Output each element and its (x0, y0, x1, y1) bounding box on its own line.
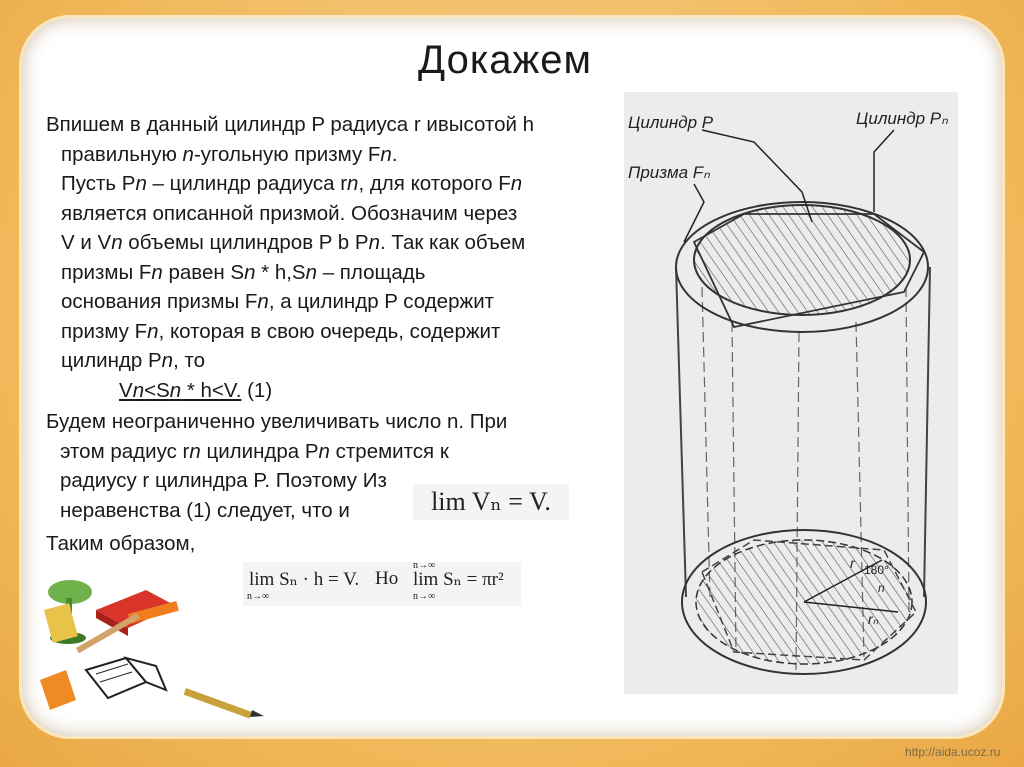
pencil-icon (184, 688, 252, 719)
formula-lim-sn-h: lim Sₙ · h = V. (249, 569, 360, 590)
paragraph-1-run: n (244, 260, 256, 284)
paragraph-1-run: , то (173, 349, 206, 372)
inequality-1-run: * h<V. (181, 378, 242, 402)
paragraph-1-run: . Пусть P (61, 142, 398, 195)
note-icon (44, 603, 78, 643)
paragraph-1-run: n (161, 349, 174, 372)
paragraph-1-run: n (347, 172, 359, 195)
paragraph-1-run: n (147, 319, 159, 343)
paragraph-1-run: равен S (162, 260, 245, 284)
label-angle-n: n (878, 581, 885, 595)
label-cyl-p: Цилиндр P (628, 113, 714, 132)
paragraph-1-run: , для которого F (358, 172, 511, 195)
paragraph-1-run: n (135, 172, 147, 195)
paragraph-1-run: объемы цилиндров P b P (122, 231, 369, 254)
formula-lim-sn (243, 562, 521, 606)
leader-cyl-pn (874, 130, 894, 212)
paragraph-1-run: * h,S (255, 260, 306, 284)
slide-title: Докажем (418, 38, 592, 82)
prism-edge-1 (702, 287, 710, 597)
cylinder-right-edge (924, 267, 930, 597)
paragraph-2-run: n (318, 439, 330, 463)
paragraph-1-run: n (111, 231, 123, 254)
paragraph-1-run: n (182, 142, 194, 166)
paragraph-3: Таким образом, (46, 532, 196, 555)
inequality-1 (119, 376, 586, 406)
label-cyl-pn: Цилиндр Pₙ (856, 109, 948, 128)
inequality-1-run: (1) (241, 378, 273, 402)
formula-lim-vn (413, 484, 569, 520)
word-ho: Но (375, 568, 399, 589)
inequality-1-run: n (169, 378, 182, 402)
paragraph-1-run: n (510, 172, 523, 195)
label-prism: Призма Fₙ (628, 163, 710, 182)
paragraph-2-run: n (189, 439, 201, 463)
label-angle: 180° (864, 563, 889, 577)
paragraph-2-run: Будем неограниченно увеличивать число n. При этом радиус r (46, 410, 508, 463)
paragraph-1-run: -угольную призму F (193, 142, 381, 166)
cylinder-left-edge (676, 267, 686, 597)
inequality-1-run: V (119, 378, 133, 402)
pencil-cup-icon (40, 670, 76, 710)
limit-subscript-2: n→∞ (413, 591, 436, 602)
paragraph-1-run: . Так как объем призмы F (61, 231, 526, 284)
paragraph-1-run: – цилиндр радиуса r (146, 172, 348, 195)
paragraph-2-run: стремится к радиусу r цилиндра P. Поэтому Из неравенства (1) следует, что и (60, 439, 449, 522)
label-rn: rₙ (868, 611, 879, 627)
source-url: http://aida.ucoz.ru (905, 745, 1001, 759)
paragraph-1-run: является описанной призмой. Обозначим через V и V (61, 201, 518, 254)
label-r: r (850, 555, 855, 571)
limit-superscript-2: n→∞ (413, 560, 436, 571)
limit-subscript-1: n→∞ (247, 591, 270, 602)
inequality-1-run: n (132, 378, 145, 402)
paragraph-1-run: Впишем в данный цилиндр P радиуса r и (46, 113, 438, 136)
paragraph-1-run: высотой h правильную (61, 113, 535, 166)
paragraph-1-run: n (368, 231, 380, 254)
paragraph-1-run: – площадь основания призмы F (61, 260, 426, 313)
diagram-svg (624, 92, 958, 694)
inequality-1-run: <S (144, 378, 170, 402)
paragraph-1-run: n (305, 260, 318, 284)
paragraph-1-run: , а цилиндр P содержит призму F (61, 290, 495, 343)
top-ellipse-hatched (694, 205, 910, 315)
paragraph-1-run: n (380, 142, 392, 166)
paragraph-2-run: цилиндра P (200, 439, 319, 463)
formula-lim-vn-text: lim Vₙ = V. (431, 487, 551, 516)
school-clipart (36, 570, 266, 720)
formula-lim-sn-pi: lim Sₙ = πr² (413, 569, 504, 590)
paragraph-1-run: n (257, 290, 269, 313)
cylinder-prism-diagram (624, 92, 958, 694)
paragraph-1 (46, 110, 586, 376)
paragraph-1-run: , которая в свою очередь, содержит цилиндр P (61, 319, 501, 372)
paragraph-1-run: n (151, 260, 163, 284)
